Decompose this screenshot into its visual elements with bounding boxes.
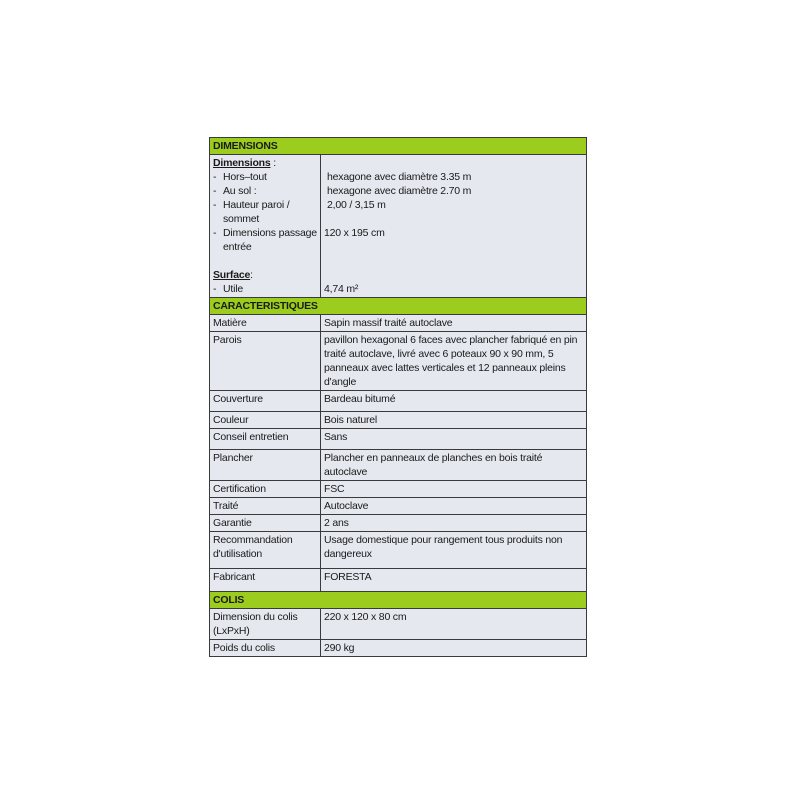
dash: - bbox=[213, 283, 217, 295]
table-row bbox=[210, 391, 587, 412]
table-row bbox=[210, 429, 587, 450]
row-label: Fabricant bbox=[210, 569, 321, 592]
dim-value: hexagone avec diamètre 2.70 m bbox=[327, 185, 472, 197]
table-row bbox=[210, 481, 587, 498]
row-label: Matière bbox=[210, 315, 321, 332]
row-label: Parois bbox=[210, 332, 321, 391]
row-label: Couleur bbox=[210, 412, 321, 429]
row-value: 290 kg bbox=[321, 640, 587, 657]
row-value: Plancher en panneaux de planches en bois traité autoclave bbox=[321, 450, 587, 481]
row-value: Usage domestique pour rangement tous produits non dangereux bbox=[321, 532, 587, 569]
section-dimensions bbox=[210, 138, 587, 155]
table-row bbox=[210, 640, 587, 657]
row-value: FORESTA bbox=[321, 569, 587, 592]
row-label: Couverture bbox=[210, 391, 321, 412]
dimensions-row bbox=[210, 155, 587, 298]
row-value: Sans bbox=[321, 429, 587, 450]
row-label: Certification bbox=[210, 481, 321, 498]
dim-label: Utile bbox=[223, 283, 244, 295]
row-label: Garantie bbox=[210, 515, 321, 532]
dim-value: 2,00 / 3,15 m bbox=[327, 199, 386, 211]
dimensions-subheading bbox=[213, 156, 317, 170]
dim-item-au-sol bbox=[213, 184, 317, 198]
spec-table bbox=[209, 137, 587, 657]
row-value: 2 ans bbox=[321, 515, 587, 532]
row-value: pavillon hexagonal 6 faces avec plancher fabriqué en pin traité autoclave, livré avec 6 poteaux 90 x 90 mm, 5 panneaux avec lattes verticales et 12 panneaux pleins d'angle bbox=[321, 332, 587, 391]
dim-label: Hors–tout bbox=[223, 171, 267, 183]
dim-label: Hauteur paroi / sommet bbox=[223, 199, 290, 225]
dimensions-subheading-text: Dimensions bbox=[213, 157, 271, 169]
table-row bbox=[210, 412, 587, 429]
table-row bbox=[210, 332, 587, 391]
row-label: Conseil entretien bbox=[210, 429, 321, 450]
row-label: Traité bbox=[210, 498, 321, 515]
dimensions-values-cell bbox=[321, 155, 587, 298]
dim-item-passage bbox=[213, 226, 317, 254]
dim-label: Dimensions passage entrée bbox=[223, 227, 317, 253]
dash: - bbox=[213, 227, 217, 239]
dim-value: hexagone avec diamètre 3.35 m bbox=[327, 171, 472, 183]
dash: - bbox=[213, 171, 217, 183]
dim-label: Au sol : bbox=[223, 185, 257, 197]
row-label: Dimension du colis (LxPxH) bbox=[210, 609, 321, 640]
dim-item-utile bbox=[213, 282, 317, 296]
row-value: Sapin massif traité autoclave bbox=[321, 315, 587, 332]
dash: - bbox=[213, 185, 217, 197]
section-header-caracteristiques: CARACTERISTIQUES bbox=[210, 298, 587, 315]
surface-subheading-text: Surface bbox=[213, 269, 251, 281]
dim-value: 120 x 195 cm bbox=[324, 227, 385, 239]
dash: - bbox=[213, 199, 217, 211]
surface-subheading-colon: : bbox=[250, 269, 253, 281]
row-label: Recommandation d'utilisation bbox=[210, 532, 321, 569]
dimensions-labels-cell bbox=[210, 155, 321, 298]
row-value: Autoclave bbox=[321, 498, 587, 515]
row-value: Bardeau bitumé bbox=[321, 391, 587, 412]
section-colis bbox=[210, 592, 587, 609]
table-row bbox=[210, 450, 587, 481]
table-row bbox=[210, 315, 587, 332]
row-label: Poids du colis bbox=[210, 640, 321, 657]
table-row bbox=[210, 498, 587, 515]
row-value: 220 x 120 x 80 cm bbox=[321, 609, 587, 640]
dimensions-subheading-colon: : bbox=[270, 157, 276, 169]
dim-item-hors-tout bbox=[213, 170, 317, 184]
section-header-colis: COLIS bbox=[210, 592, 587, 609]
section-caracteristiques bbox=[210, 298, 587, 315]
dim-item-hauteur bbox=[213, 198, 317, 226]
table-row bbox=[210, 532, 587, 569]
section-header-dimensions: DIMENSIONS bbox=[210, 138, 587, 155]
dim-value: 4,74 m² bbox=[324, 283, 359, 295]
table-row bbox=[210, 569, 587, 592]
table-row bbox=[210, 515, 587, 532]
surface-subheading bbox=[213, 268, 317, 282]
row-value: Bois naturel bbox=[321, 412, 587, 429]
row-value: FSC bbox=[321, 481, 587, 498]
row-label: Plancher bbox=[210, 450, 321, 481]
table-row bbox=[210, 609, 587, 640]
